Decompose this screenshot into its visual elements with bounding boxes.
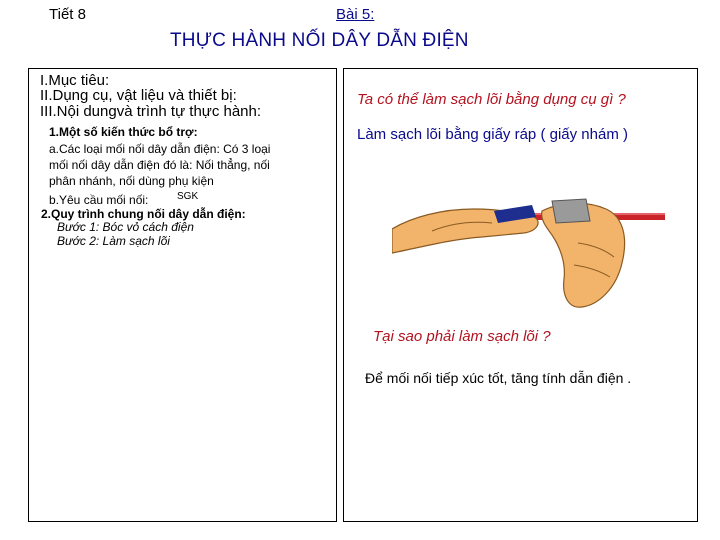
lesson-number: Bài 5:	[336, 6, 375, 23]
right-panel	[343, 68, 698, 522]
section-content: III.Nội dungvà trình tự thực hành:	[40, 103, 262, 120]
joint-types-line-2: mối nối dây dẫn điện đó là: Nối thẳng, nối	[49, 158, 270, 172]
page-title: THỰC HÀNH NỐI DÂY DẪN ĐIỆN	[170, 30, 469, 51]
subsection-procedure: 2.Quy trình chung nối dây dẫn điện:	[41, 207, 246, 221]
left-panel	[28, 68, 337, 522]
joint-types-line-3: phân nhánh, nối dùng phụ kiện	[49, 174, 214, 188]
joint-requirements: b.Yêu cầu mối nối:	[49, 193, 149, 207]
answer-tool: Làm sạch lõi bằng giấy ráp ( giấy nhám )	[357, 126, 628, 143]
answer-why: Để mối nối tiếp xúc tốt, tăng tính dẫn điện .	[365, 370, 632, 386]
question-why: Tại sao phải làm sạch lõi ?	[373, 328, 551, 345]
step-1: Bước 1: Bóc vỏ cách điện	[57, 220, 194, 234]
question-tool: Ta có thể làm sạch lõi bằng dụng cụ gì ?	[357, 91, 626, 108]
joint-types-line-1: a.Các loại mối nối dây dẫn điện: Có 3 loại	[49, 142, 271, 156]
section-tools: II.Dụng cụ, vật liệu và thiết bị:	[40, 87, 237, 104]
section-objectives: I.Mục tiêu:	[40, 72, 110, 89]
lesson-label: Tiết 8	[49, 6, 86, 23]
sgk-reference: SGK	[177, 191, 199, 202]
subsection-supplementary: 1.Một số kiến thức bổ trợ:	[49, 125, 198, 139]
sandpaper	[552, 199, 590, 223]
sandpaper-cleaning-illustration	[392, 187, 672, 315]
step-2: Bước 2: Làm sạch lõi	[57, 234, 170, 248]
